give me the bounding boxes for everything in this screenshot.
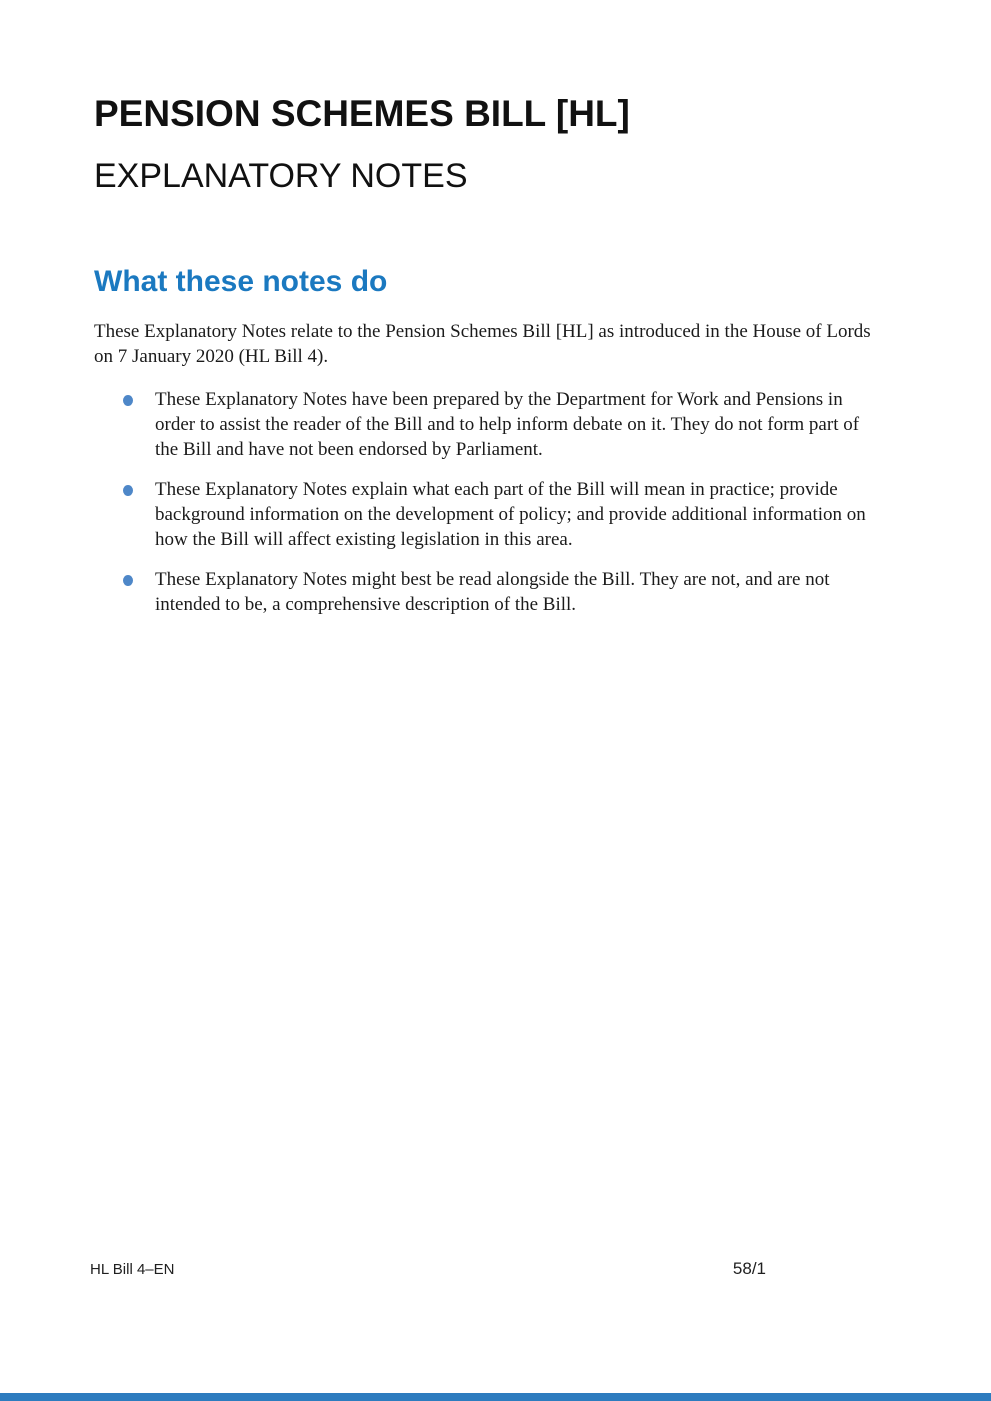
bullet-icon (123, 485, 133, 496)
list-item (94, 567, 886, 617)
document-subtitle: EXPLANATORY NOTES (94, 157, 468, 195)
bullet-text: These Explanatory Notes might best be read alongside the Bill. They are not, and are not intended to be, a comprehensive description of the Bill. (155, 569, 830, 615)
bullet-icon (123, 395, 133, 406)
list-item (94, 387, 886, 462)
bullet-text: These Explanatory Notes have been prepared by the Department for Work and Pensions in order to assist the reader of the Bill and to help inform debate on it. They do not form part of the Bill and have not been endorsed by Parliament. (155, 389, 860, 460)
footer-blue-bar (0, 1393, 991, 1401)
footer-bill-reference: HL Bill 4–EN (90, 1261, 175, 1278)
document-title: PENSION SCHEMES BILL [HL] (94, 93, 630, 134)
bullet-text: These Explanatory Notes explain what each part of the Bill will mean in practice; provide background information on the development of policy; and provide additional information on how the Bill will affect existing legislation in this area. (155, 479, 866, 550)
footer-session-number: 58/1 (732, 1259, 766, 1278)
list-item (94, 477, 886, 552)
section-heading: What these notes do (94, 265, 388, 298)
bullet-list (94, 387, 886, 632)
bullet-icon (123, 575, 133, 586)
intro-paragraph: These Explanatory Notes relate to the Pension Schemes Bill [HL] as introduced in the House of Lords on 7 January 2020 (HL Bill 4). (94, 321, 871, 367)
page-footer (0, 1256, 991, 1286)
